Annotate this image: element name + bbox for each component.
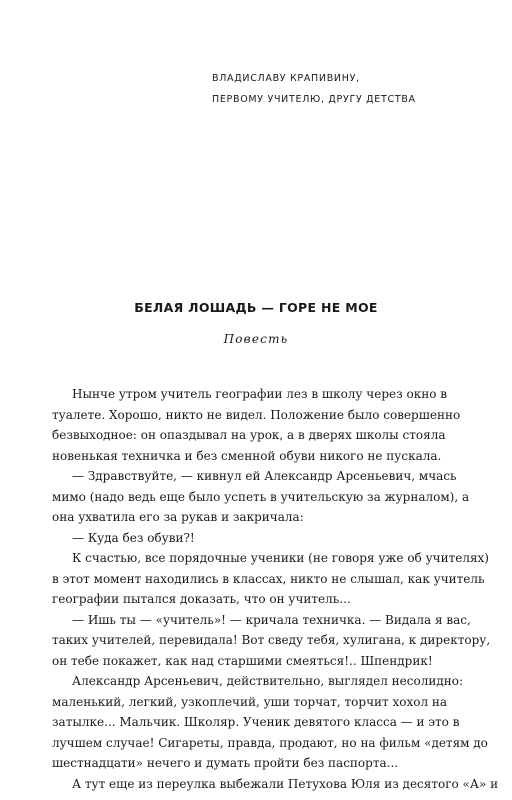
text-line: географии пытался доказать, что он учитель... [52, 592, 351, 606]
text-line: безвыходное: он опаздывал на урок, а в дверях школы стояла [52, 428, 446, 442]
text-line: затылке... Мальчик. Школяр. Ученик девятого класса — и это в [52, 715, 460, 729]
chapter-subtitle: Повесть [223, 332, 289, 346]
text-line: туалете. Хорошо, никто не видел. Положение было совершенно [52, 407, 461, 422]
text-line: он тебе покажет, как над старшими смеяться!.. Шпендрик! [52, 653, 433, 668]
text-line: таких учителей, перевидала! Вот сведу тебя, хулигана, к директору, [52, 633, 491, 647]
text-line: Александр Арсеньевич, действительно, выглядел несолидно: [72, 674, 463, 688]
text-line: в этот момент находились в классах, никто не слышал, как учитель [52, 571, 485, 586]
text-line: шестнадцати» нечего и думать пройти без паспорта... [52, 756, 399, 770]
chapter-title: БЕЛАЯ ЛОШАДЬ — ГОРЕ НЕ МОЕ [134, 300, 378, 315]
text-line: лучшем случае! Сигареты, правда, продают, но на фильм «детям до [52, 735, 488, 750]
text-line: — Ишь ты — «учитель»! — кричала техничка. — Видала я вас, [72, 612, 471, 627]
dedication-line-1: ВЛАДИСЛАВУ КРАПИВИНУ, [212, 73, 360, 84]
dedication [212, 68, 472, 110]
dedication-line-2: ПЕРВОМУ УЧИТЕЛЮ, ДРУГУ ДЕТСТВА [212, 94, 416, 105]
text-line: К счастью, все порядочные ученики (не говоря уже об учителях) [72, 551, 489, 565]
text-line: маленький, легкий, узкоплечий, уши торчат, торчит хохол на [52, 694, 448, 709]
body-text [52, 384, 499, 794]
text-line: Нынче утром учитель географии лез в школу через окно в [72, 387, 447, 401]
text-line: она ухватила его за рукав и закричала: [52, 510, 304, 524]
text-line: — Здравствуйте, — кивнул ей Александр Арсеньевич, мчась [72, 469, 457, 483]
text-line: А тут еще из переулка выбежали Петухова Юля из десятого «А» и [72, 776, 499, 791]
text-line: мимо (надо ведь еще было успеть в учительскую за журналом), а [52, 489, 470, 504]
text-line: новенькая техничка и без сменной обуви никого не пускала. [52, 448, 442, 463]
text-line: — Куда без обуви?! [72, 530, 195, 545]
